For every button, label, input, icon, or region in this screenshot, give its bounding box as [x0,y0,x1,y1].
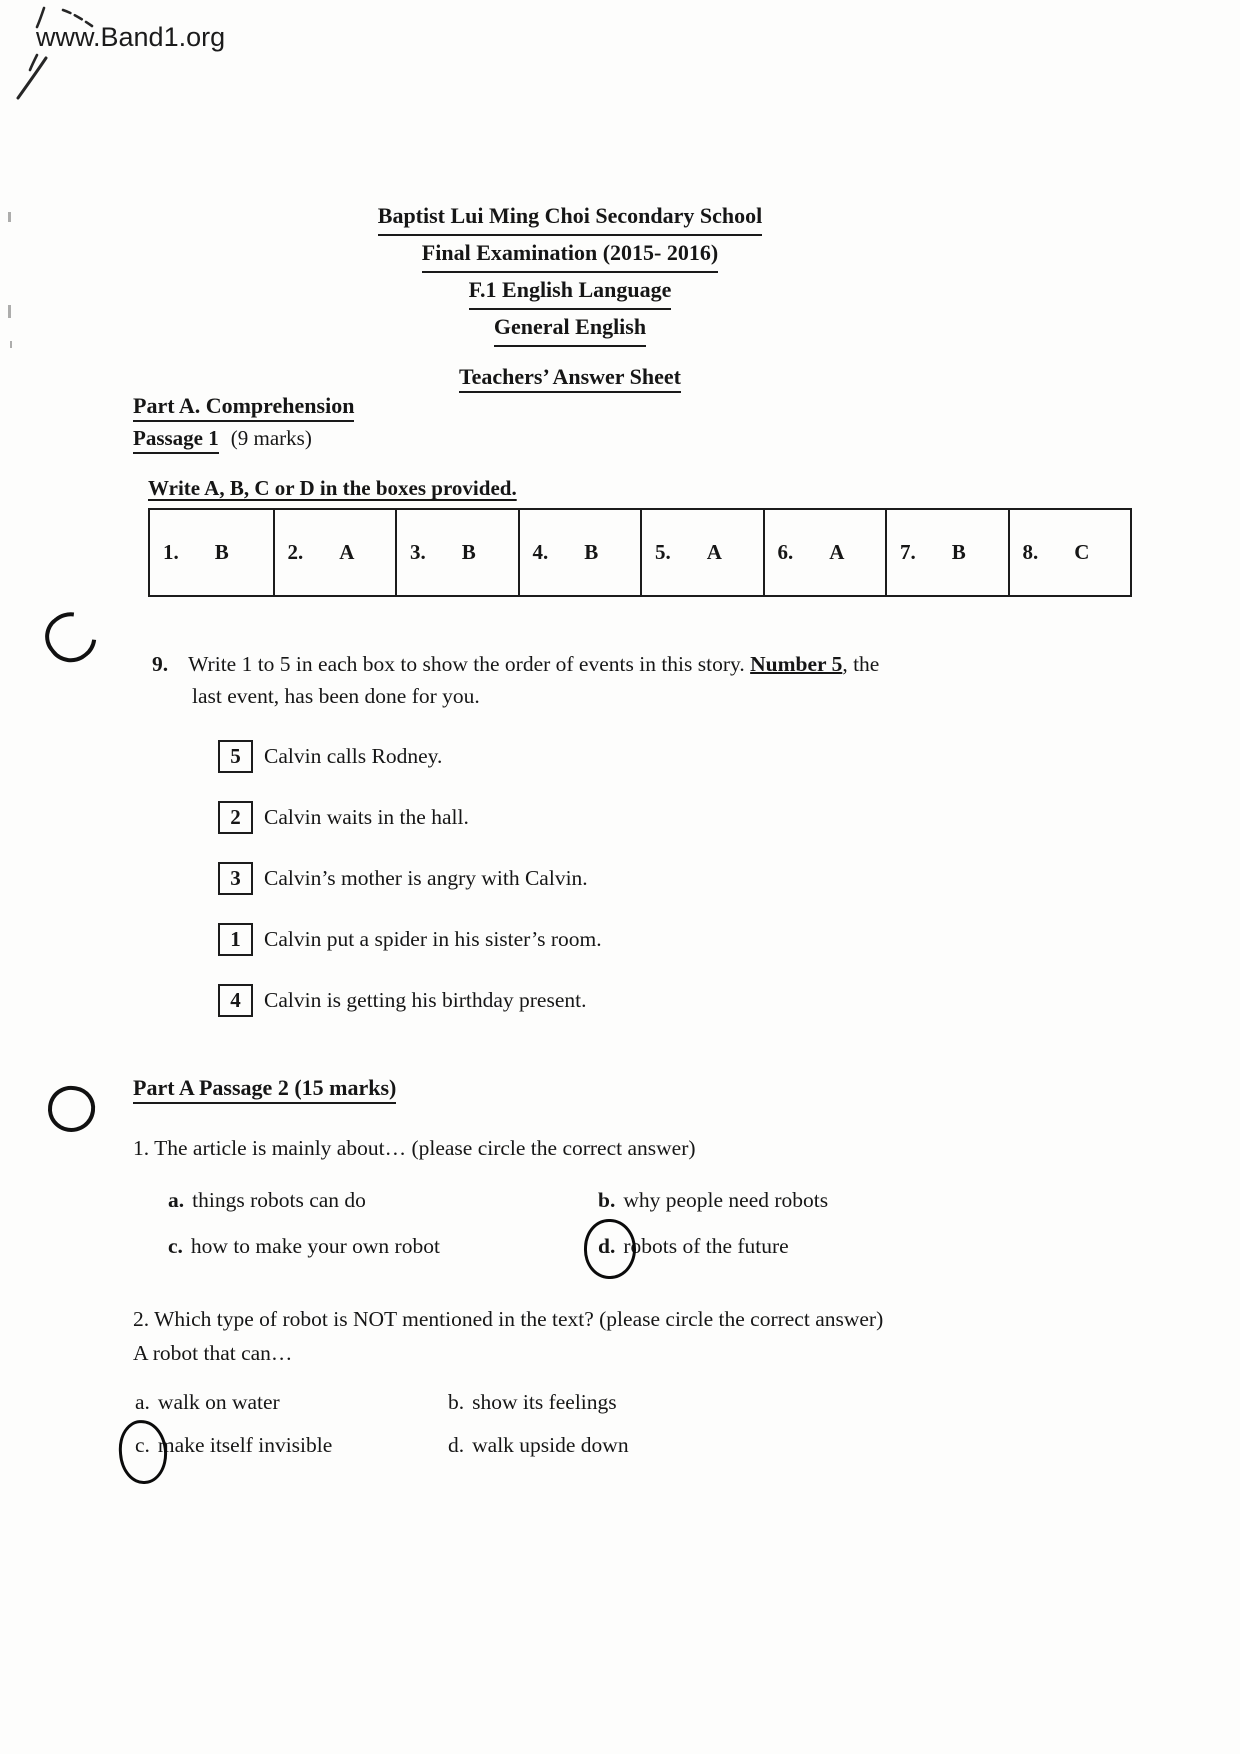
event-text: Calvin waits in the hall. [264,805,469,829]
q2-line2: A robot that can… [133,1341,293,1365]
option [168,1231,598,1261]
answer-number: 1. [163,540,179,564]
answer-number: 2. [287,540,304,564]
exam-header [180,199,960,347]
option-letter: b. [598,1188,616,1212]
passage1-marks: (9 marks) [230,426,312,450]
option-letter: c. [135,1433,150,1457]
order-box: 3 [218,862,253,895]
option-text: walk on water [157,1390,280,1414]
answer-cell [640,510,763,595]
answer-cell [395,510,518,595]
answer-cell [518,510,641,595]
q1-options [168,1185,828,1261]
answer-letter: B [461,540,476,564]
option-text: make itself invisible [157,1433,333,1457]
passage2-title: Part A Passage 2 (15 marks) [133,1075,396,1104]
scan-speck [10,341,12,348]
event-row [218,740,602,773]
answer-number: 5. [655,540,671,564]
q2-options [135,1387,629,1460]
pen-scratch-marks-icon [0,0,150,115]
school-name: Baptist Lui Ming Choi Secondary School [378,199,762,236]
option-text: robots of the future [623,1234,789,1258]
option-text: things robots can do [192,1188,366,1212]
answer-letter: A [829,540,845,564]
answer-letter: B [584,540,599,564]
answer-letter: A [706,540,722,564]
option-text: how to make your own robot [190,1234,440,1258]
order-box: 5 [218,740,253,773]
passage2-q2-text [133,1302,883,1370]
answer-number: 8. [1022,540,1039,564]
answer-number: 3. [410,540,426,564]
option [168,1185,598,1215]
answer-number: 6. [777,540,794,564]
event-row [218,923,602,956]
event-row [218,801,602,834]
option-letter: d. [448,1433,465,1457]
order-box: 4 [218,984,253,1017]
events-list [218,740,602,1045]
scan-speck [8,212,11,222]
answer-number: 7. [900,540,916,564]
option-letter: c. [168,1234,183,1258]
q2-line1: 2. Which type of robot is NOT mentioned in the text? (please circle the correct answer) [133,1307,884,1331]
answer-cell [273,510,396,595]
answer-table [148,508,1132,597]
option-letter: a. [135,1390,150,1414]
question-9-highlight: Number 5 [750,652,843,676]
order-box: 2 [218,801,253,834]
event-text: Calvin put a spider in his sister’s room. [264,927,602,951]
question-9 [152,648,1022,712]
question-9-line2: last event, has been done for you. [192,684,480,708]
event-text: Calvin’s mother is angry with Calvin. [264,866,588,890]
question-9-line1: 9. Write 1 to 5 in each box to show the order of events in this story. Number 5, the [152,652,880,676]
option-letter: d. [598,1234,616,1258]
answer-cell [885,510,1008,595]
passage2-q1-text: 1. The article is mainly about… (please circle the correct answer) [133,1136,696,1160]
option [448,1430,629,1460]
hand-drawn-circle-icon [583,1218,637,1280]
passage1-heading [133,426,312,454]
event-text: Calvin calls Rodney. [264,744,443,768]
option [135,1430,448,1460]
option [598,1185,828,1215]
option-text: walk upside down [472,1433,629,1457]
order-box: 1 [218,923,253,956]
event-text: Calvin is getting his birthday present. [264,988,587,1012]
passage1-label: Passage 1 [133,426,219,454]
answer-letter: A [339,540,355,564]
scan-speck [8,305,11,318]
answer-letter: C [1074,540,1090,564]
punch-hole-circle-icon [45,1083,98,1135]
option [598,1231,828,1261]
answer-cell [150,510,273,595]
option [448,1387,629,1417]
event-row [218,862,602,895]
paper-title: General English [494,310,646,347]
subject-title: F.1 English Language [469,273,672,310]
answer-letter: B [214,540,229,564]
sheet-title: Teachers’ Answer Sheet [180,364,960,393]
mc-instruction: Write A, B, C or D in the boxes provided. [148,476,517,500]
answer-cell [763,510,886,595]
punch-hole-circle-icon [36,602,106,672]
option-letter: b. [448,1390,465,1414]
question-number: 9. [152,652,169,676]
answer-number: 4. [532,540,549,564]
answer-cell [1008,510,1131,595]
part-a-title: Part A. Comprehension [133,393,354,422]
watermark: www.Band1.org [36,22,226,52]
answer-letter: B [951,540,966,564]
exam-title: Final Examination (2015- 2016) [422,236,718,273]
event-row [218,984,602,1017]
option-text: why people need robots [623,1188,829,1212]
option-letter: a. [168,1188,185,1212]
hand-drawn-circle-icon [117,1418,169,1485]
option [135,1387,448,1417]
option-text: show its feelings [472,1390,617,1414]
